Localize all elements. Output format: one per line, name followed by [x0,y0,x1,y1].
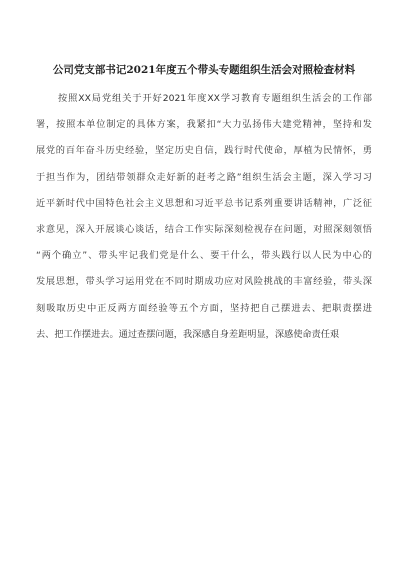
paragraph-line: 按照XX局党组关于开好2021年度XX学习教育专题组织生活会的工作部 [58,93,372,104]
paragraph-line: 署，按照本单位制定的具体方案，我紧扣“大力弘扬伟大建党精神，坚持和发 [36,119,372,131]
paragraph-line: “两个确立”、带头牢记我们党是什么、要干什么，带头践行以人民为中心的 [36,250,372,262]
document-body [36,86,372,348]
paragraph-line: 发展思想，带头学习运用党在不同时期成功应对风险挑战的丰富经验，带头深 [36,276,372,288]
paragraph-line: 近平新时代中国特色社会主义思想和习近平总书记系列重要讲话精神，广泛征 [36,197,372,209]
paragraph-line: 求意见，深入开展谈心谈话，结合工作实际深刻检视存在问题，对照深刻领悟 [36,223,372,235]
paragraph-line: 去、把工作摆进去。通过查摆问题，我深感自身差距明显，深感使命责任艰 [36,328,340,340]
paragraph-line: 刻吸取历史中正反两方面经验等五个方面，坚持把自己摆进去、把职责摆进 [36,302,372,314]
paragraph-line: 于担当作为，团结带领群众走好新的赶考之路”组织生活会主题，深入学习习 [36,171,372,183]
document-title: 公司党支部书记2021年度五个带头专题组织生活会对照检查材料 [52,64,356,76]
paragraph-line: 展党的百年奋斗历史经验，坚定历史自信，践行时代使命，厚植为民情怀，勇 [36,145,372,157]
